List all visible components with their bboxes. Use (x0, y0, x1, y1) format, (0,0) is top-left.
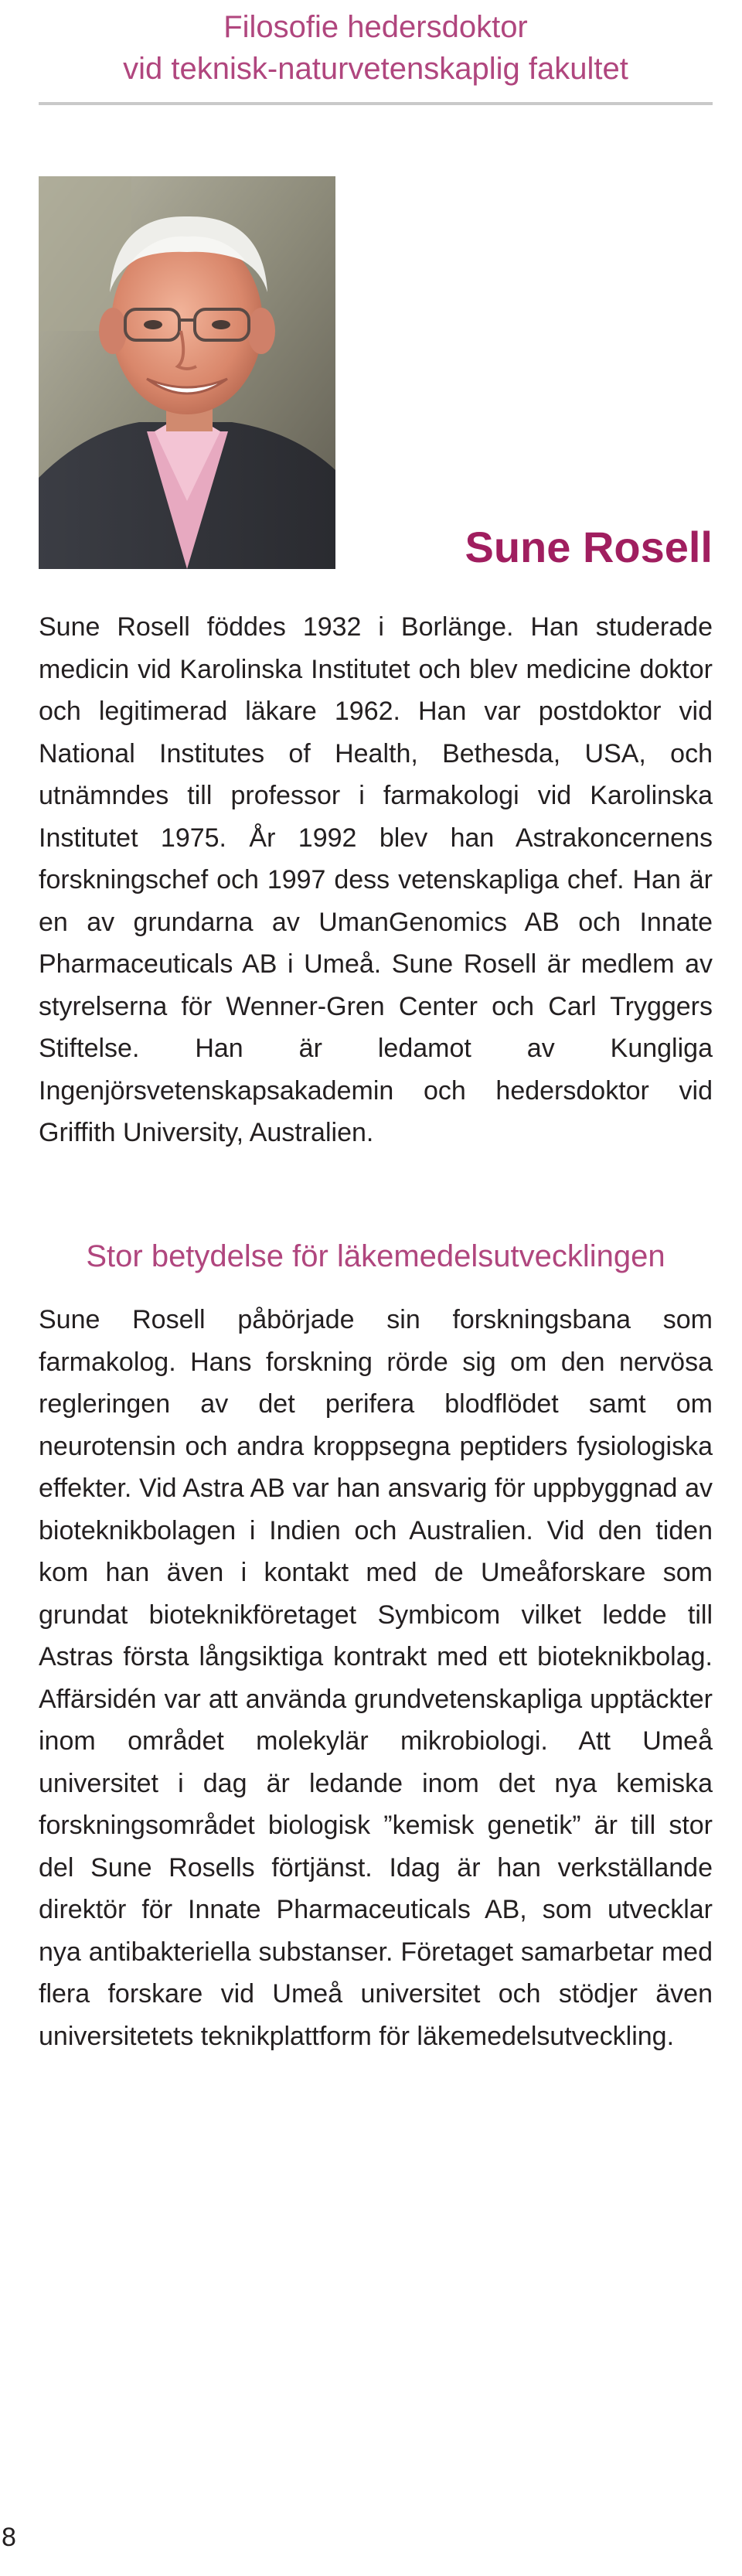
header-title-line2: vid teknisk-naturvetenskaplig fakultet (123, 52, 628, 86)
section-body: Sune Rosell påbörjade sin forskningsbana som farmakolog. Hans forskning rörde sig om den nervösa regleringen av det perifera blodflödet samt om neurotensin och andra kroppsegna peptiders fysiologiska effekter. Vid Astra AB var han ansvarig för uppbyggnad av bioteknikbolagen i Indien och Australien. Vid den tiden kom han även i kontakt med de Umeåforskare som grundat bioteknikföretaget Symbicom vilket ledde till Astras första långsiktiga kontrakt med ett bioteknikbolag. Affärsidén var att använda grundvetenskapliga upptäckter inom området molekylär mikrobiologi. Att Umeå universitet i dag är ledande inom det nya kemiska forskningsområdet biologisk ”kemisk genetik” är till stor del Sune Rosells förtjänst. Idag är han verkställande direktör för Innate Pharmaceuticals AB, som utvecklar nya antibakteriella substanser. Företaget samarbetar med flera forskare vid Umeå universitet och stödjer även universitetets teknikplattform för läkemedelsutveckling. (39, 1305, 713, 2051)
header-divider (39, 102, 713, 105)
page-header (39, 6, 713, 90)
biography-paragraph: Sune Rosell föddes 1932 i Borlänge. Han studerade medicin vid Karolinska Institutet och blev medicine doktor och legitimerad läkare 1962. Han var postdoktor vid National Institutes of Health, Bethesda, USA, och utnämndes till professor i farmakologi vid Karolinska Institutet 1975. År 1992 blev han Astrakoncernens forskningschef och 1997 dess vetenskapliga chef. Han är en av grundarna av UmanGenomics AB och Innate Pharmaceuticals AB i Umeå. Sune Rosell är medlem av styrelserna för Wenner-Gren Center och Carl Tryggers Stiftelse. Han är ledamot av Kungliga Ingenjörsvetenskapsakademin och hedersdoktor vid Griffith University, Australien. (39, 612, 713, 1147)
person-name: Sune Rosell (465, 523, 713, 571)
portrait-photo (39, 176, 335, 569)
section-heading: Stor betydelse för läkemedelsutvecklingen (86, 1239, 665, 1273)
header-title-line1: Filosofie hedersdoktor (223, 10, 528, 44)
page-number: 8 (2, 2523, 16, 2552)
